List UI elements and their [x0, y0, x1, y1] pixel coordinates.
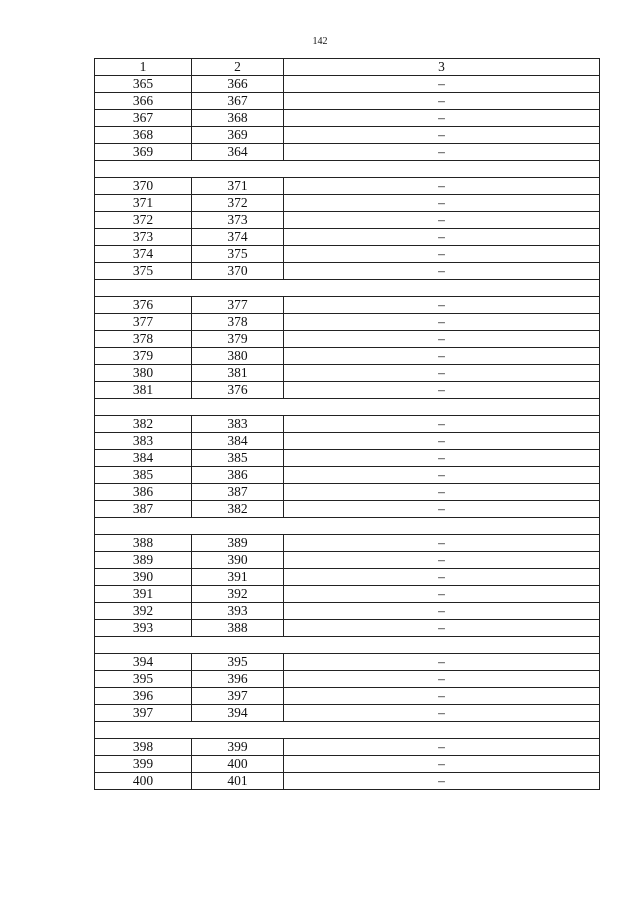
table-cell-col2: 370 — [192, 263, 284, 280]
table-cell-col3: – — [284, 586, 600, 603]
group-separator-row — [95, 518, 600, 535]
table-cell-col3: – — [284, 671, 600, 688]
table-cell-col3: – — [284, 246, 600, 263]
table-cell-col2: 397 — [192, 688, 284, 705]
table-row — [95, 739, 600, 756]
table-cell-col1: 381 — [95, 382, 192, 399]
table-row — [95, 484, 600, 501]
table-cell-col1: 391 — [95, 586, 192, 603]
table-row — [95, 416, 600, 433]
separator-cell — [95, 399, 600, 416]
table-cell-col3: – — [284, 416, 600, 433]
table-cell-col1: 390 — [95, 569, 192, 586]
header-row — [95, 59, 600, 76]
table-cell-col2: 394 — [192, 705, 284, 722]
table-cell-col2: 385 — [192, 450, 284, 467]
table-cell-col1: 397 — [95, 705, 192, 722]
table-cell-col1: 365 — [95, 76, 192, 93]
table-cell-col1: 374 — [95, 246, 192, 263]
table-cell-col3: – — [284, 110, 600, 127]
table-cell-col2: 368 — [192, 110, 284, 127]
page-number: 142 — [312, 36, 328, 47]
table-cell-col2: 387 — [192, 484, 284, 501]
table-cell-col2: 369 — [192, 127, 284, 144]
data-table — [94, 58, 600, 790]
table-cell-col1: 393 — [95, 620, 192, 637]
table-cell-col3: – — [284, 654, 600, 671]
table-cell-col2: 386 — [192, 467, 284, 484]
table-cell-col2: 372 — [192, 195, 284, 212]
table-cell-col3: – — [284, 195, 600, 212]
table-row — [95, 348, 600, 365]
table-cell-col1: 367 — [95, 110, 192, 127]
table-cell-col1: 388 — [95, 535, 192, 552]
table-cell-col1: 399 — [95, 756, 192, 773]
table-cell-col2: 367 — [192, 93, 284, 110]
table-cell-col3: – — [284, 501, 600, 518]
table-cell-col1: 380 — [95, 365, 192, 382]
table-row — [95, 535, 600, 552]
table-cell-col3: – — [284, 348, 600, 365]
table-cell-col2: 384 — [192, 433, 284, 450]
table-cell-col1: 389 — [95, 552, 192, 569]
separator-cell — [95, 722, 600, 739]
table-row — [95, 450, 600, 467]
table-row — [95, 229, 600, 246]
table-row — [95, 314, 600, 331]
table-cell-col2: 382 — [192, 501, 284, 518]
table-cell-col2: 392 — [192, 586, 284, 603]
table-cell-col1: 382 — [95, 416, 192, 433]
table-cell-col2: 391 — [192, 569, 284, 586]
table-cell-col1: 384 — [95, 450, 192, 467]
table-cell-col3: – — [284, 331, 600, 348]
table-row — [95, 195, 600, 212]
group-separator-row — [95, 161, 600, 178]
table-row — [95, 586, 600, 603]
table-cell-col3: – — [284, 365, 600, 382]
table-cell-col2: 399 — [192, 739, 284, 756]
group-separator-row — [95, 637, 600, 654]
table-row — [95, 671, 600, 688]
table-cell-col1: 371 — [95, 195, 192, 212]
column-header-1: 1 — [95, 59, 192, 76]
table-cell-col1: 373 — [95, 229, 192, 246]
table-cell-col3: – — [284, 620, 600, 637]
separator-cell — [95, 637, 600, 654]
table-cell-col1: 369 — [95, 144, 192, 161]
table-cell-col2: 371 — [192, 178, 284, 195]
table-cell-col3: – — [284, 127, 600, 144]
table-cell-col2: 396 — [192, 671, 284, 688]
table-cell-col1: 376 — [95, 297, 192, 314]
separator-cell — [95, 518, 600, 535]
table-cell-col3: – — [284, 433, 600, 450]
table-cell-col1: 385 — [95, 467, 192, 484]
table-cell-col3: – — [284, 229, 600, 246]
table-row — [95, 93, 600, 110]
table-cell-col2: 364 — [192, 144, 284, 161]
table-cell-col3: – — [284, 297, 600, 314]
table-cell-col3: – — [284, 739, 600, 756]
separator-cell — [95, 161, 600, 178]
table-row — [95, 382, 600, 399]
table-cell-col2: 388 — [192, 620, 284, 637]
table-row — [95, 178, 600, 195]
table-cell-col2: 383 — [192, 416, 284, 433]
table-row — [95, 688, 600, 705]
table-cell-col1: 396 — [95, 688, 192, 705]
table-row — [95, 773, 600, 790]
table-row — [95, 110, 600, 127]
table-cell-col1: 366 — [95, 93, 192, 110]
table-cell-col1: 400 — [95, 773, 192, 790]
table-cell-col2: 379 — [192, 331, 284, 348]
column-header-2: 2 — [192, 59, 284, 76]
table-cell-col2: 373 — [192, 212, 284, 229]
table-cell-col1: 379 — [95, 348, 192, 365]
table-cell-col2: 378 — [192, 314, 284, 331]
table-cell-col2: 395 — [192, 654, 284, 671]
table-cell-col2: 381 — [192, 365, 284, 382]
table-row — [95, 501, 600, 518]
table-cell-col2: 366 — [192, 76, 284, 93]
table-row — [95, 246, 600, 263]
table-cell-col1: 372 — [95, 212, 192, 229]
table-cell-col2: 390 — [192, 552, 284, 569]
table-cell-col2: 377 — [192, 297, 284, 314]
table-cell-col1: 387 — [95, 501, 192, 518]
table-row — [95, 127, 600, 144]
table-cell-col3: – — [284, 144, 600, 161]
table-row — [95, 331, 600, 348]
table-cell-col3: – — [284, 705, 600, 722]
table-cell-col3: – — [284, 263, 600, 280]
table-cell-col3: – — [284, 93, 600, 110]
table-cell-col1: 368 — [95, 127, 192, 144]
table-cell-col2: 374 — [192, 229, 284, 246]
table-row — [95, 365, 600, 382]
table-cell-col1: 378 — [95, 331, 192, 348]
table-cell-col3: – — [284, 76, 600, 93]
table-row — [95, 756, 600, 773]
table-cell-col2: 401 — [192, 773, 284, 790]
table-row — [95, 620, 600, 637]
table-row — [95, 569, 600, 586]
table-cell-col3: – — [284, 382, 600, 399]
table-row — [95, 603, 600, 620]
table-cell-col2: 375 — [192, 246, 284, 263]
table-cell-col1: 377 — [95, 314, 192, 331]
table-cell-col2: 376 — [192, 382, 284, 399]
table-cell-col1: 370 — [95, 178, 192, 195]
table-cell-col3: – — [284, 756, 600, 773]
group-separator-row — [95, 280, 600, 297]
table-cell-col3: – — [284, 552, 600, 569]
table-cell-col1: 394 — [95, 654, 192, 671]
table-row — [95, 263, 600, 280]
group-separator-row — [95, 722, 600, 739]
table-cell-col1: 398 — [95, 739, 192, 756]
table-cell-col1: 395 — [95, 671, 192, 688]
table-cell-col3: – — [284, 773, 600, 790]
table-cell-col3: – — [284, 178, 600, 195]
table-cell-col2: 400 — [192, 756, 284, 773]
separator-cell — [95, 280, 600, 297]
group-separator-row — [95, 399, 600, 416]
table-cell-col2: 393 — [192, 603, 284, 620]
table-cell-col3: – — [284, 603, 600, 620]
table-cell-col3: – — [284, 484, 600, 501]
table-cell-col1: 386 — [95, 484, 192, 501]
table-cell-col3: – — [284, 467, 600, 484]
table-row — [95, 76, 600, 93]
table-cell-col1: 392 — [95, 603, 192, 620]
table-cell-col1: 375 — [95, 263, 192, 280]
table-row — [95, 297, 600, 314]
table-cell-col2: 380 — [192, 348, 284, 365]
table-row — [95, 552, 600, 569]
table-cell-col3: – — [284, 569, 600, 586]
table-cell-col2: 389 — [192, 535, 284, 552]
table-cell-col1: 383 — [95, 433, 192, 450]
table-row — [95, 433, 600, 450]
table-row — [95, 467, 600, 484]
table-body — [95, 59, 600, 790]
table-cell-col3: – — [284, 688, 600, 705]
column-header-3: 3 — [284, 59, 600, 76]
table-row — [95, 144, 600, 161]
table-cell-col3: – — [284, 212, 600, 229]
table-cell-col3: – — [284, 535, 600, 552]
table-row — [95, 212, 600, 229]
table-cell-col3: – — [284, 314, 600, 331]
table-row — [95, 654, 600, 671]
table-row — [95, 705, 600, 722]
table-cell-col3: – — [284, 450, 600, 467]
